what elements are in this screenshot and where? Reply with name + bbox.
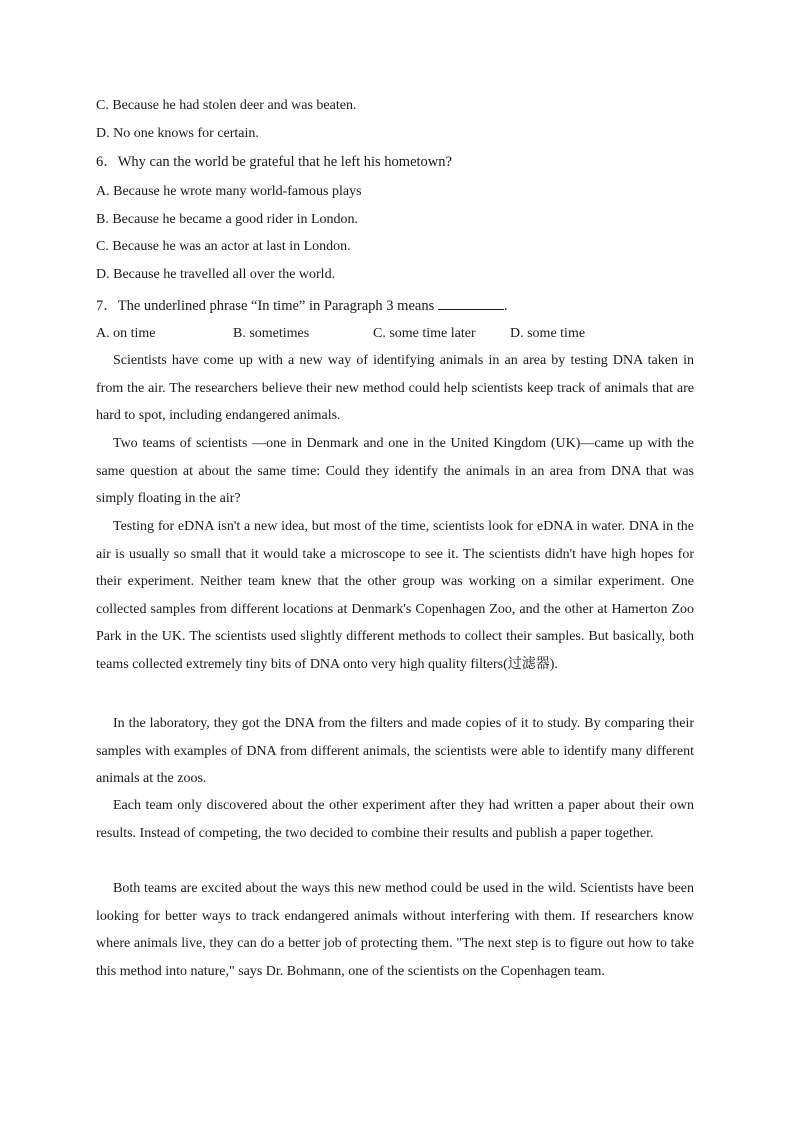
q5-option-d: D. No one knows for certain.: [96, 126, 259, 141]
q7-option-d: D. some time: [510, 326, 586, 341]
q6-option-b: B. Because he became a good rider in London.: [96, 212, 359, 227]
q6-option-c: C. Because he was an actor at last in London.: [96, 239, 351, 254]
q7-stem-text: 7．The underlined phrase “In time” in Paragraph 3 means: [96, 298, 435, 314]
passage-paragraph-2: Two teams of scientists —one in Denmark and one in the United Kingdom (UK)—came up with the same question at about the same time: Could they identify the animals in an area from DNA that was simply floating in the air?: [96, 436, 694, 507]
q7-option-a: A. on time: [96, 326, 156, 341]
q6-option-a: A. Because he wrote many world-famous plays: [96, 184, 362, 199]
passage-paragraph-3: Testing for eDNA isn't a new idea, but most of the time, scientists look for eDNA in water. DNA in the air is usually so small that it would take a microscope to see it. The scientists didn't have high hopes for their experiment. Neither team knew that the other group was working on a similar experiment. One collected samples from different locations at Denmark's Copenhagen Zoo, and the other at Hamerton Zoo Park in the UK. The scientists used slightly different methods to collect their samples. But basically, both teams collected extremely tiny bits of DNA onto very high quality filters(过滤器).: [96, 519, 694, 672]
q5-option-c: C. Because he had stolen deer and was beaten.: [96, 98, 357, 113]
passage-paragraph-1: Scientists have come up with a new way of identifying animals in an area by testing DNA taken in from the air. The researchers believe their new method could help scientists keep track of animals that are hard to spot, including endangered animals.: [96, 353, 694, 424]
passage-paragraph-4: In the laboratory, they got the DNA from the filters and made copies of it to study. By comparing their samples with examples of DNA from different animals, the scientists were able to identify many different animals at the zoos.: [96, 716, 694, 787]
q6-stem: 6．Why can the world be grateful that he left his hometown?: [96, 154, 452, 170]
q7-option-c: C. some time later: [373, 326, 476, 341]
q6-option-d: D. Because he travelled all over the world.: [96, 267, 336, 282]
passage-paragraph-5: Each team only discovered about the other experiment after they had written a paper about their own results. Instead of competing, the two decided to combine their results and publish a paper together.: [96, 798, 694, 841]
q7-stem: [96, 296, 507, 315]
passage-paragraph-6: Both teams are excited about the ways this new method could be used in the wild. Scientists have been looking for better ways to track endangered animals without interfering with them. If researchers know where animals live, they can do a better job of protecting them. "The next step is to figure out how to take this method into nature," says Dr. Bohmann, one of the scientists on the Copenhagen team.: [96, 881, 694, 979]
answer-blank: [438, 296, 504, 310]
q7-stem-end: .: [503, 298, 508, 314]
q7-options: [96, 325, 716, 343]
q7-option-b: B. sometimes: [233, 326, 310, 341]
